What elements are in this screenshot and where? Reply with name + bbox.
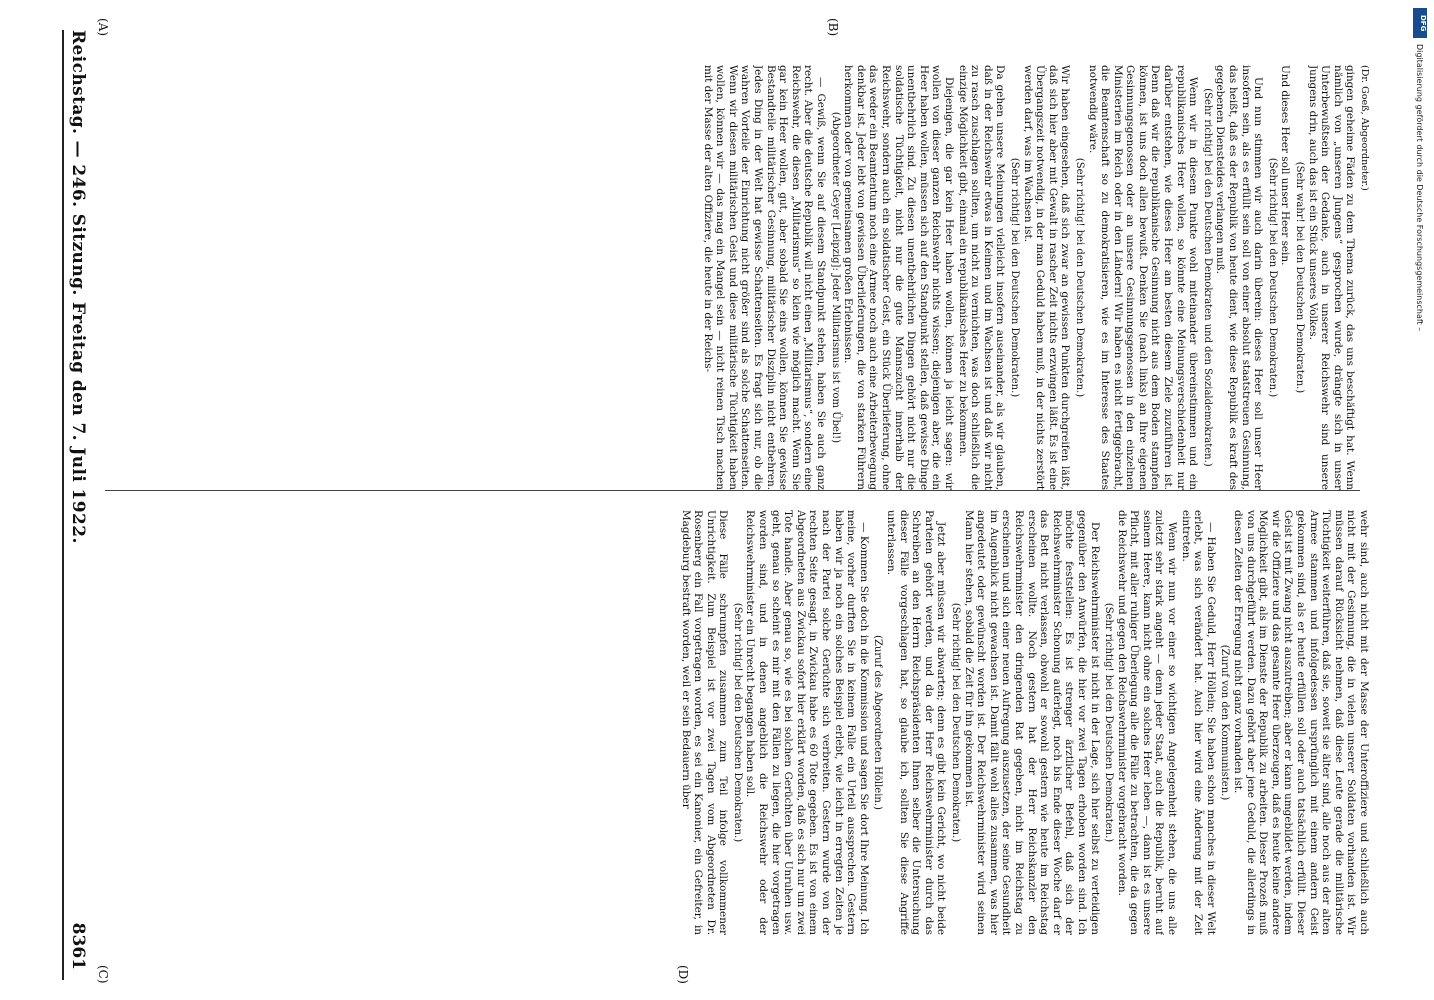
running-header — [54, 30, 94, 980]
paragraph: Jetzt aber müssen wir abwarten; denn es gibt kein Gericht, wo nicht beide Parteien gehört werden, und da der Herr Reichswehrminister durch das Schreiben an den Herrn Reichspräsidenten Ihnen selber die Untersuchung dieser Fälle vorgeschlagen hat, so glaube ich, sollten Sie diese Angriffe unterlassen. — [885, 510, 948, 935]
speaker-line: (Dr. Goeß, Abgeordneter.) — [1359, 65, 1370, 191]
interjection: (Sehr richtig! bei den Deutschen Demokraten.) — [1008, 157, 1020, 398]
interjection: (Sehr richtig! bei den Deutschen Demokraten.) — [1103, 602, 1115, 843]
dfg-logo: DFG — [1413, 8, 1427, 38]
interjection: (Sehr richtig! bei den Deutschen Demokraten.) — [731, 602, 743, 843]
side-letter-b: (B) — [826, 18, 840, 37]
header-rule — [62, 30, 64, 980]
paragraph: — Gewiß, wenn Sie auf diesem Standpunkt stehen, haben Sie auch ganz recht. Aber die deutsche Republik will nicht einen „Militarismus“, sondern eine Reichswehr, die diesen „Militarismus“ so klein wie möglich macht. Wenn Sie gar kein Heer wollen, gut, aber sobald Sie eins wollen, können Sie gewisse Bestandteile militärischer Gesinnung, militärischer Disziplin nicht entbehren. Jedes Ding in der Welt hat gewisse Schattenseiten. Es fragt sich nur, ob die wahren Vorteile der Einrichtung nicht größer sind als solche Schattenseiten. Wenn wir diesen militärischen Geist und diese militärische Tüchtigkeit haben wollen, können wir — das mag ein Mangel sein — nicht reinen Tisch machen mit der Masse der alten Offiziere, die heute in der Reichs- — [701, 65, 828, 490]
interjection: (Zuruf von den Kommunisten.) — [1219, 644, 1231, 801]
text-column-right — [100, 510, 1370, 935]
paragraph: gingen geheime Fäden zu dem Thema zurück, das uns beschäftigt hat. Wenn nämlich von „unseren Jungens“ gesprochen wurde, drängte sich in unser Unterbewußtsein der Gedanke, auch in unserer Reichswehr sind unsere Jungens drin, auch das ist ein Stück unseres Volkes. — [1306, 65, 1357, 490]
interjection: (Abgeordneter Geyer [Leipzig]: Jeder Militarismus ist vom Übel!) — [829, 111, 841, 444]
interjection: (Sehr richtig! bei den Deutschen Demokraten und den Sozialdemokraten.) — [1201, 88, 1213, 467]
side-letter-d: (D) — [676, 965, 690, 984]
paragraph: Diese Fälle schrumpfen zusammen zum Teil infolge vollkommener Unrichtigkeit. Zum Beispiel ist vor zwei Tagen vom Abgeordneten Dr. Rosenberg ein Fall vorgetragen worden, es sei ein Kanonier, ein Gefreiter, in Magdeburg bestraft worden, weil er sein Bedauern über — [679, 510, 730, 935]
interjection: (Sehr wahr! bei den Deutschen Demokraten.) — [1294, 161, 1306, 394]
paragraph: — Kommen Sie doch in die Kommission und sagen Sie dort Ihre Meinung. Ich meine, vorher durften Sie in keinem Falle ein Urteil aussprechen. Gestern haben wir ja noch ein solches Beispiel erlebt, wie leicht in erregten Zeiten je nach der Partei solche Gerüchte sich verbreiten. Gestern wurde von der rechten Seite gesagt, in Zwickau habe es 60 Tote gegeben. Es ist von einem Abgeordneten aus Zwickau sofort hier erklärt worden, daß es sich nur um zwei Tote handle. Aber genau so, wie es bei solchen Gerüchten über Unruhen usw. geht, genau so scheint es mir mit den Fällen zu liegen, die hier vorgetragen worden sind, und in denen angeblich die Reichswehr oder der Reichswehrminister ein Unrecht begangen haben soll. — [744, 510, 870, 935]
text-column-left — [100, 65, 1370, 490]
interjection: (Zuruf des Abgeordneten Höllein.) — [872, 635, 884, 810]
paragraph: Wir haben eingesehen, daß sich zwar an gewissen Punkten durchgreifen läßt, daß sich hier aber mit Gewalt in rascher Zeit nichts erzwingen läßt. Es ist eine Übergangszeit notwendig, in der man Geduld haben muß, in der nichts zerstört werden darf, was im Wachsen ist. — [1021, 65, 1072, 490]
paragraph: Diejenigen, die gar kein Heer haben wollen, können ja leicht sagen: wir wollen von dieser ganzen Reichswehr nichts wissen; diejenigen aber, die ein Heer haben wollen, müssen sich auf den Standpunkt stellen, daß gewisse Dinge unentbehrlich sind. Zu diesen unentbehrlichen Dingen gehört nicht nur die soldatische Tüchtigkeit, nicht nur die gute Mannszucht innerhalb der Reichswehr, sondern auch ein soldatischer Geist, ein Stück Überlieferung, ohne das weder ein Beamtentum noch eine Armee noch auch eine Arbeiterbewegung denkbar ist. Jeder lebt von gewissen Überlieferungen, die von starken Führern herkommen oder von gemeinsamen großen Erlebnissen. — [842, 65, 955, 490]
paragraph: Der Reichswehrminister ist nicht in der Lage, sich hier selbst zu verteidigen gegenüber den Anwürfen, die hier vor zwei Tagen erhoben worden sind. Ich möchte feststellen: Es ist strenger ärztlicher Befehl, daß sich der Reichswehrminister Schonung auferlegt, noch bis Ende dieser Woche darf er das Bett nicht verlassen, obwohl er sowohl gestern wie heute im Reichstag erscheinen wollte. Noch gestern hat der Herr Reichskanzler den Reichswehrminister den dringenden Rat gegeben, nicht im Reichstag zu erscheinen und sich einer neuen Aufregung auszusetzen, der seine Gesundheit im Augenblick nicht gewachsen ist. Damit fällt wohl alles zusammen, was hier angedeutet oder gewünscht worden ist. Der Reichswehrminister wird seinen Mann hier stehen, sobald die Zeit für ihn gekommen ist. — [962, 510, 1101, 935]
digitization-credit: Digitalisierung gefördert durch die Deutsche Forschungsgemeinschaft – — [1415, 44, 1424, 332]
paragraph: Wenn wir in diesem Punkte wohl miteinander übereinstimmen und ein republikanisches Heer wollen, so könnte eine Meinungsverschiedenheit nur darüber entstehen, wie dieses Heer am besten diesem Ziele zuzuführen ist. Denn daß wir die republikanische Gesinnung nicht aus dem Boden stampfen können, ist uns doch allen bewußt. Denken Sie (nach links) an Ihre eigenen Gesinnungsgenossen oder an unsere Gesinnungsgenossen in den einzelnen Ministerien im Reich oder in den Ländern! Wir haben es nicht fertiggebracht, die Beamtenschaft so zu demokratisieren, wie es im Interesse des Staates notwendig wäre. — [1086, 65, 1200, 490]
side-letter-c: (C) — [96, 965, 110, 984]
paragraph: Und dieses Heer soll unser Heer sein. — [1279, 65, 1292, 266]
header-title: Reichstag. — 246. Sitzung. Freitag den 7. Juli 1922. — [68, 30, 88, 544]
paragraph: wehr sind, auch nicht mit der Masse der Unteroffiziere und schließlich auch nicht mit der Gesinnung, die in vielen unserer Soldaten vorhanden ist. Wir müssen darauf Rücksicht nehmen, daß diese Leute gerade die militärische Tüchtigkeit weiterführen, daß sie, soweit sie älter sind, alle noch aus der alten Armee stammen und infolgedessen ursprünglich mit einem andern Geist gekommen sind, als er heute erfüllen soll oder auch tatsächlich erfüllt. Dieser Geist ist mit Zwang nicht auszutreiben; aber er kann umgebildet werden, indem wir die Offiziere und das gesamte Heer überzeugen, daß es heute keine andere Möglichkeit gibt, als im Dienste der Republik zu arbeiten. Dieser Prozeß muß von uns durchgeführt werden. Dazu gehört aber jene Geduld, die allerdings in diesen Zeiten der Erregung nicht ganz vorhanden ist. — [1232, 510, 1370, 935]
interjection: (Sehr richtig! bei den Deutschen Demokraten.) — [1073, 157, 1085, 398]
side-letter-a: (A) — [96, 18, 110, 37]
interjection: (Sehr richtig! bei den Deutschen Demokraten.) — [1266, 157, 1278, 398]
column-divider — [105, 490, 1360, 491]
paragraph: — Haben Sie Geduld, Herr Höllein; Sie haben schon manches in dieser Welt erlebt, was sich verändert hat. Auch hier wird eine Änderung mit der Zeit eintreten. — [1179, 510, 1217, 935]
interjection: (Sehr richtig! bei den Deutschen Demokraten.) — [950, 602, 961, 843]
paragraph: Wenn wir nun vor einer so wichtigen Angelegenheit stehen, die uns alle zuletzt sehr stark angeht — denn jeder Staat, auch die Republik, beruht auf seinem Heere, kann nicht ohne ein solches Heer leben —, dann ist es unsere Pflicht, mit aller ruhiger Überlegung alle die Fälle zu betrachten, die da gegen die Reichswehr und gegen den Reichswehrminister vorgebracht worden. — [1115, 510, 1179, 935]
page-number: 8361 — [68, 922, 88, 970]
paragraph: Da gehen unsere Meinungen vielleicht insofern auseinander, als wir glauben, daß in der Reichswehr etwas in Keimen und im Wachsen ist und daß wir nicht zu rasch zuschlagen sollten, um nicht zu vernichten, was doch schließlich die einzige Möglichkeit gibt, einmal ein republikanisches Heer zu bekommen. — [956, 65, 1007, 490]
paragraph: Und nun stimmen wir auch darin überein: dieses Heer soll unser Heer insofern sein, als es erfüllt sein soll von einer absolut staatstreuen Gesinnung, das heißt, daß es der Republik von heute dient, wie diese Republik es kraft des gegebenen Diensteides verlangen muß. — [1214, 65, 1265, 490]
